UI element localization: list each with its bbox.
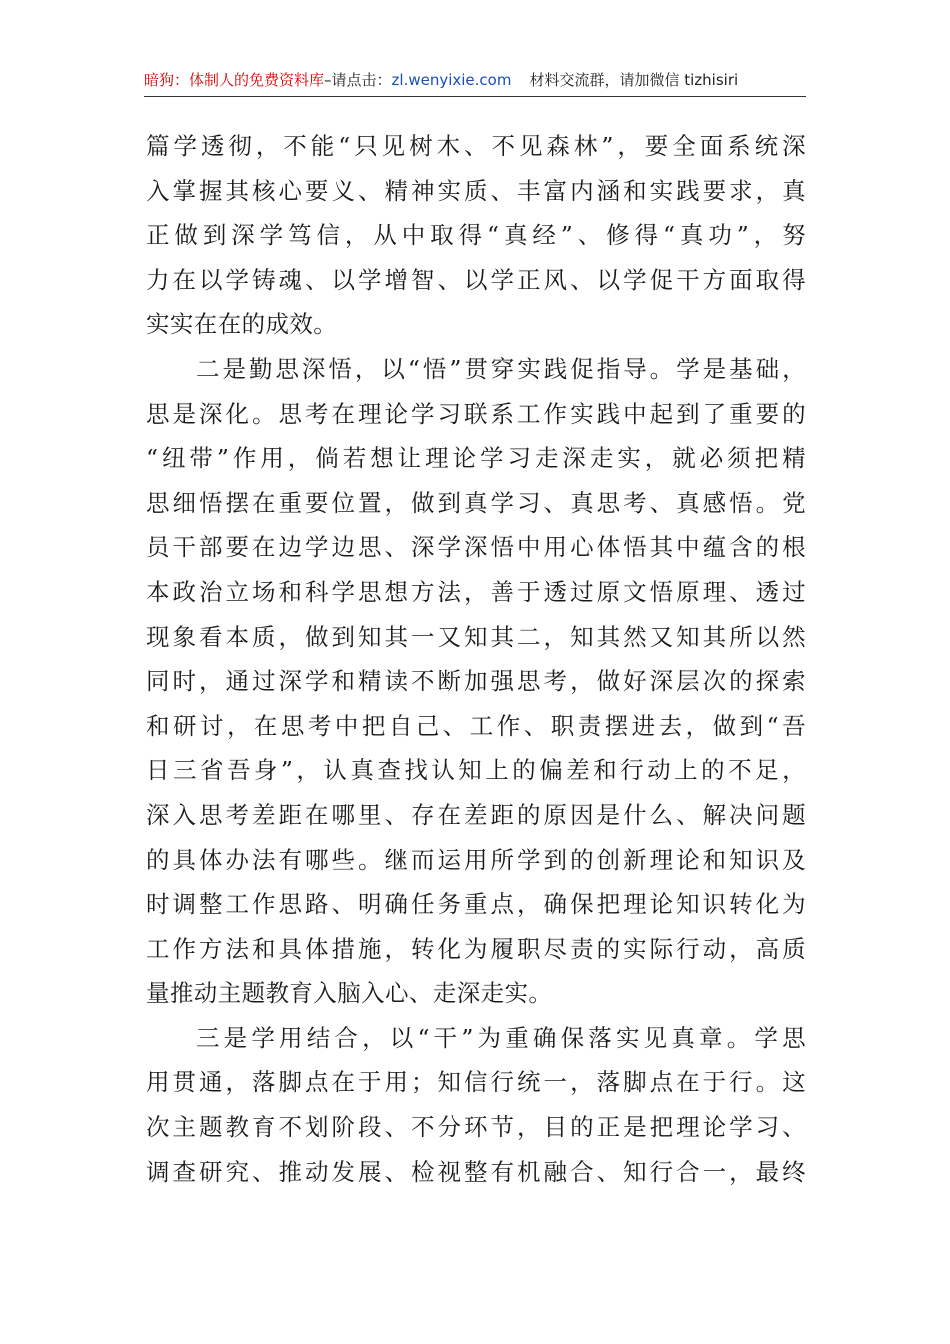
document-body — [146, 124, 806, 1194]
text-line: 力在以学铸魂、以学增智、以学正风、以学促干方面取得 — [146, 265, 806, 294]
header-click-prompt: –请点击： — [324, 71, 392, 89]
header-site-name: 暗狗：体制人的免费资料库 — [144, 71, 325, 89]
text-line: 篇学透彻，不能“只见树木、不见森林”，要全面系统深 — [146, 132, 806, 160]
text-line: 现象看本质，做到知其一又知其二，知其然又知其所以然 — [146, 622, 806, 651]
text-line: 思是深化。思考在理论学习联系工作实践中起到了重要的 — [146, 399, 806, 428]
text-line: 工作方法和具体措施，转化为履职尽责的实际行动，高质 — [146, 934, 806, 963]
text-line: 的具体办法有哪些。继而运用所学到的创新理论和知识及 — [146, 845, 806, 874]
page-header — [144, 66, 806, 97]
text-line: 用贯通，落脚点在于用；知信行统一，落脚点在于行。这 — [146, 1068, 806, 1097]
text-line: 调查研究、推动发展、检视整有机融合、知行合一，最终 — [146, 1157, 806, 1186]
text-line: 时调整工作思路、明确任务重点，确保把理论知识转化为 — [146, 890, 806, 919]
paragraph-first-line: 三是学用结合，以“干”为重确保落实见真章。学思 — [196, 1023, 806, 1052]
text-line: 深入思考差距在哪里、存在差距的原因是什么、解决问题 — [146, 800, 806, 829]
header-wechat-note: 材料交流群，请加微信 tizhisiri — [529, 71, 739, 89]
text-line: 正做到深学笃信，从中取得“真经”、修得“真功”，努 — [146, 221, 806, 250]
text-line: 次主题教育不划阶段、不分环节，目的正是把理论学习、 — [146, 1113, 806, 1142]
text-line: 本政治立场和科学思想方法，善于透过原文悟原理、透过 — [146, 577, 806, 606]
text-line: 日三省吾身”，认真查找认知上的偏差和行动上的不足， — [146, 756, 806, 785]
text-line: 实实在在的成效。 — [146, 310, 338, 339]
header-url-link[interactable]: zl.wenyixie.com — [391, 71, 512, 89]
text-line: 量推动主题教育入脑入心、走深走实。 — [146, 979, 553, 1008]
text-line: 和研讨，在思考中把自己、工作、职责摆进去，做到“吾 — [146, 711, 806, 740]
text-line: 员干部要在边学边思、深学深悟中用心体悟其中蕴含的根 — [146, 533, 806, 562]
text-line: “纽带”作用，倘若想让理论学习走深走实，就必须把精 — [146, 444, 806, 473]
paragraph-first-line: 二是勤思深悟，以“悟”贯穿实践促指导。学是基础， — [196, 354, 806, 383]
text-line: 同时，通过深学和精读不断加强思考，做好深层次的探索 — [146, 667, 806, 696]
text-line: 思细悟摆在重要位置，做到真学习、真思考、真感悟。党 — [146, 488, 806, 517]
text-line: 入掌握其核心要义、精神实质、丰富内涵和实践要求，真 — [146, 176, 806, 205]
